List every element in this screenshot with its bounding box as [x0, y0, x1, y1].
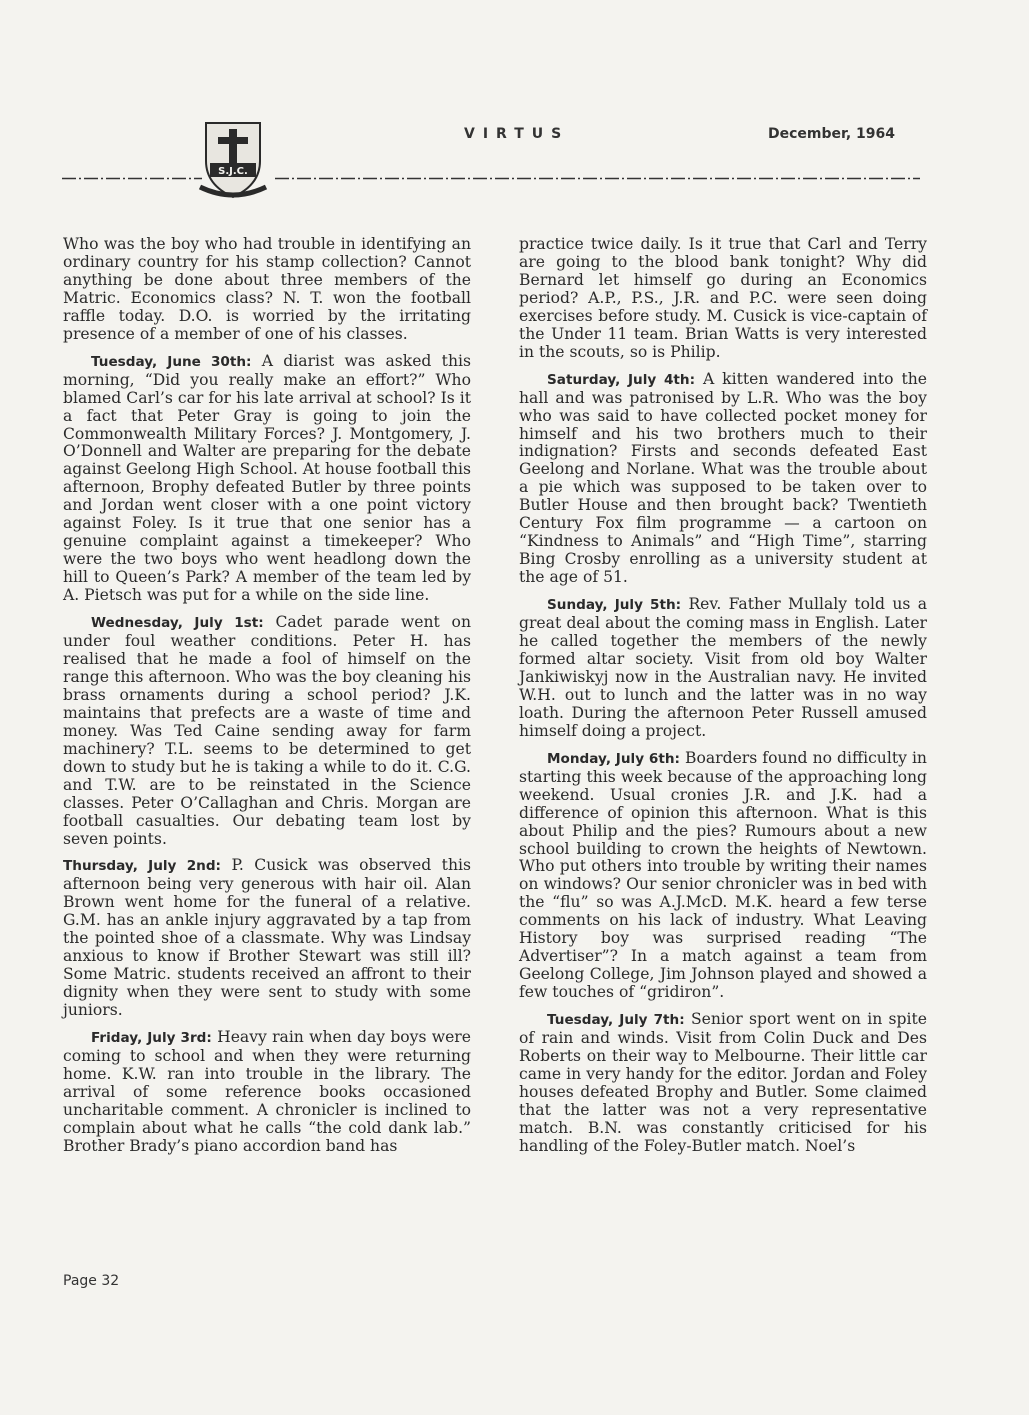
page-number: Page 32 [63, 1273, 120, 1289]
diary-entry [63, 353, 471, 605]
entry-text: practice twice daily. Is it true that Carl and Terry are going to the blood bank tonight? Why did Bernard let himself go during an Economics period? A.P., P.S., J.R. and P.C. were seen doing exercises before study. M. Cusick is vice-captain of the Under 11 team. Brian Watts is very interested in the scouts, so is Philip. [519, 235, 927, 361]
entry-text: Rev. Father Mullaly told us a great deal about the coming mass in English. Later he called together the members of the newly formed altar society. Visit from old boy Walter Jankiwiskyj now in the Australian navy. He invited W.H. out to lunch and the latter was in no way loath. During the afternoon Peter Russell amused himself doing a project. [519, 595, 927, 740]
entry-text: Who was the boy who had trouble in identifying an ordinary country for his stamp collection? Cannot anything be done about three members of the Matric. Economics class? N. T. won the football raffle today. D.O. is worried by the irritating presence of a member of one of his classes. [63, 235, 471, 343]
diary-entry [63, 1029, 471, 1156]
diary-entry [519, 750, 927, 1002]
entry-date: Thursday, July 2nd: [63, 858, 221, 875]
entry-text: A kitten wandered into the hall and was patronised by L.R. Who was the boy who was said to have collected pocket money for himself and his two brothers much to their indignation? Firsts and seconds defeated East Geelong and Norlane. What was the trouble about a pie which was supposed to be taken over to Butler House and then brought back? Twentieth Century Fox film programme — a cartoon on “Kindness to Animals” and “High Time”, starring Bing Crosby enrolling as a university student at the age of 51. [519, 369, 927, 587]
entry-text: A diarist was asked this morning, “Did you really make an effort?” Who blamed Carl’s car for his late arrival at school? Is it a fact that Peter Gray is going to join the Commonwealth Military Forces? J. Montgomery, J. O’Donnell and Walter are preparing for the debate against Geelong High School. At house football this afternoon, Brophy defeated Butler by three points and Jordan went closer with a one point victory against Foley. Is it true that one senior has a genuine complaint against a timekeeper? Who were the two boys who went headlong down the hill to Queen’s Park? A member of the team led by A. Pietsch was put for a while on the side line. [63, 351, 472, 605]
publication-title: VIRTUS [464, 126, 570, 142]
diary-entry [63, 236, 471, 344]
entry-date: Friday, July 3rd: [91, 1030, 212, 1047]
school-crest-icon [198, 117, 268, 202]
diary-entry [519, 371, 927, 587]
entry-date: Wednesday, July 1st: [91, 615, 264, 632]
diary-entry [519, 1011, 927, 1156]
diary-entry [63, 857, 471, 1020]
crest-letters: S.J.C. [218, 166, 248, 177]
entry-date: Tuesday, June 30th: [91, 353, 252, 370]
decorative-rule-right [275, 176, 920, 181]
entry-date: Monday, July 6th: [547, 750, 680, 767]
entry-text: Cadet parade went on under foul weather conditions. Peter H. has realised that he made a fool of himself on the range this afternoon. Who was the boy cleaning his brass ornaments during a school period? J.K. maintains that prefects are a waste of time and money. Was Ted Caine sending away for farm machinery? T.L. seems to be determined to get down to study but he is taking a while to do it. C.G. and T.W. are to be reinstated in the Science classes. Peter O’Callaghan and Chris. Morgan are football casualties. Our debating team lost by seven points. [63, 613, 471, 848]
decorative-rule-left [62, 176, 202, 181]
diary-entry [519, 236, 927, 362]
issue-date: December, 1964 [768, 126, 896, 142]
entry-text: Heavy rain when day boys were coming to school and when they were returning home. K.W. ran into trouble in the library. The arrival of some reference books occasioned uncharitable comment. A chronicler is inclined to complain about what he calls “the cold dank lab.” Brother Brady’s piano accordion band has [63, 1028, 471, 1155]
diary-entry [519, 596, 927, 741]
entry-date: Sunday, July 5th: [547, 597, 682, 614]
entry-date: Tuesday, July 7th: [547, 1012, 685, 1029]
right-column [519, 236, 927, 1165]
page-header [0, 0, 1029, 215]
entry-date: Saturday, July 4th: [547, 371, 696, 388]
entry-text: P. Cusick was observed this afternoon being very generous with hair oil. Alan Brown went home for the funeral of a relative. G.M. has an ankle injury aggravated by a tap from the pointed shoe of a classmate. Why was Lindsay anxious to know if Brother Stewart was still ill? Some Matric. students received an affront to their dignity when they were sent to study with some juniors. [63, 856, 471, 1020]
left-column [63, 236, 471, 1165]
entry-text: Senior sport went on in spite of rain and winds. Visit from Colin Duck and Des Roberts on their way to Melbourne. Their little car came in very handy for the editor. Jordan and Foley houses defeated Brophy and Butler. Some claimed that the latter was not a very representative match. B.N. was constantly criticised for his handling of the Foley-Butler match. Noel’s [519, 1010, 927, 1155]
diary-entry [63, 614, 471, 848]
entry-text: Boarders found no difficulty in starting this week because of the approaching long weekend. Usual cronies J.R. and J.K. had a difference of opinion this afternoon. What is this about Philip and the pies? Rumours about a new school building to crown the heights of Newtown. Who put others into trouble by writing their names on windows? Our senior chronicler was in bed with the “flu” so was A.J.McD. M.K. heard a few terse comments on his lack of industry. What Leaving History boy was surprised reading “The Advertiser”? In a match against a team from Geelong College, Jim Johnson played and showed a few touches of “gridiron”. [519, 748, 927, 1002]
